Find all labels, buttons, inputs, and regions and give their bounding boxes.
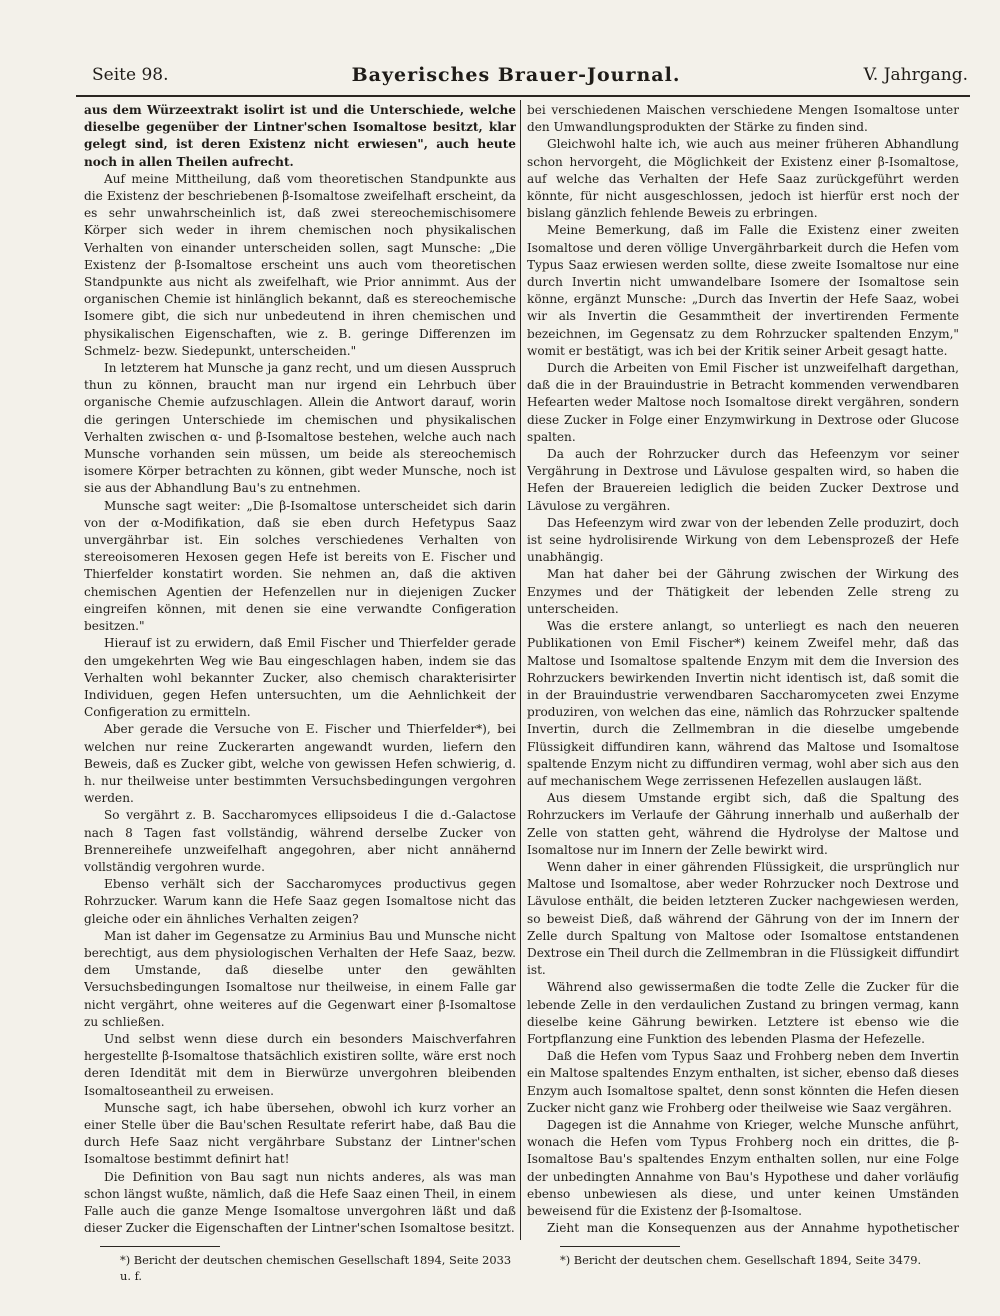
paragraph: Gleichwohl halte ich, wie auch aus meiner früheren Abhandlung schon hervorgeht, die Möglichkeit der Existenz einer β-Isomaltose, auf welche das Verhalten der Hefe Saaz zurückgeführt werden könnte, für nicht ausgeschlossen, jedoch ist hierfür erst noch der bislang gänzlich fehlende Beweis zu erbringen. <box>527 137 959 221</box>
volume-label: V. Jahrgang. <box>863 65 968 85</box>
paragraph: Man hat daher bei der Gährung zwischen der Wirkung des Enzymes und der Thätigkeit der lebenden Zelle streng zu unterscheiden. <box>527 567 959 616</box>
paragraph: Zieht man die Konsequenzen aus der Annahme hypothetischer <box>547 1221 959 1236</box>
footnote-rule <box>560 1246 680 1247</box>
paragraph: Hierauf ist zu erwidern, daß Emil Fischer und Thierfelder gerade den umgekehrten Weg wie Bau eingeschlagen haben, indem sie das Verhalten wohl bekannter Zucker, also chemisch charakterisirter Individuen, gegen Hefen untersuchten, um die Aehnlichkeit der Configeration zu ermitteln. <box>84 636 516 720</box>
left-column <box>84 102 516 1240</box>
paragraph: So vergährt z. B. Saccharomyces ellipsoideus I die d.-Galactose nach 8 Tagen fast vollständig, während derselbe Zucker von Brennereihefe unzweifelhaft angegohren, aber nicht annähernd vollständig vergohren wurde. <box>84 808 516 874</box>
paragraph: Dagegen ist die Annahme von Krieger, welche Munsche anführt, wonach die Hefen vom Typus Frohberg noch ein drittes, die β-Isomaltose Bau's spaltendes Enzym enthalten sollen, nur eine Folge der unbedingten Annahme von Bau's Hypothese und daher vorläufig ebenso unbewiesen als diese, und unter keinen Umständen beweisend für die Existenz der β-Isomaltose. <box>527 1117 959 1218</box>
journal-title: Bayerisches Brauer-Journal. <box>351 64 681 86</box>
paragraph: Aus diesem Umstande ergibt sich, daß die Spaltung des Rohrzuckers im Verlaufe der Gährung innerhalb und außerhalb der Zelle von statten geht, während die Hydrolyse der Maltose und Isomaltose nur im Innern der Zelle bewirkt wird. <box>527 791 959 857</box>
paragraph: Während also gewissermaßen die todte Zelle die Zucker für die lebende Zelle in den verdaulichen Zustand zu bringen vermag, kann dieselbe keine Gährung bewirken. Letztere ist ebenso wie die Fortpflanzung eine Funktion des lebenden Plasma der Hefezelle. <box>527 980 959 1046</box>
paragraph: Auf meine Mittheilung, daß vom theoretischen Standpunkte aus die Existenz der beschriebenen β-Isomaltose zweifelhaft erscheint, da es sehr unwahrscheinlich ist, daß zwei stereochemischisomere Körper sich weder in ihrem chemischen noch physikalischen Verhalten von einander unterscheiden sollen, sagt Munsche: „Die Existenz der β-Isomaltose erscheint uns auch vom theoretischen Standpunkte aus nicht als zweifelhaft, wie Prior annimmt. Aus der organischen Chemie ist hinlänglich bekannt, daß es stereochemische Isomere gibt, die sich nur unbedeutend in ihren chemischen und physikalischen Eigenschaften, wie z. B. geringe Differenzen im Schmelz- bezw. Siedepunkt, unterscheiden." <box>84 171 516 358</box>
paragraph: Da auch der Rohrzucker durch das Hefeenzym vor seiner Vergährung in Dextrose und Lävulose gespalten wird, so haben die Hefen der Brauereien lediglich die beiden Zucker Dextrose und Lävulose zu vergähren. <box>527 447 959 513</box>
paragraph: Die Definition von Bau sagt nun nichts anderes, als was man schon längst wußte, nämlich, daß die Hefe Saaz einen Theil, in einem Falle auch die ganze Menge Isomaltose unvergohren läßt und daß dieser Zucker die Eigenschaften der Lintner'schen Isomaltose besitzt. <box>84 1169 516 1236</box>
footnote-right: *) Bericht der deutschen chem. Gesellschaft 1894, Seite 3479. <box>560 1253 922 1267</box>
paragraph: aus dem Würzeextrakt isolirt ist und die Unterschiede, welche dieselbe gegenüber der Lintner'schen Isomaltose besitzt, klar gelegt sind, ist deren Existenz nicht erwiesen", auch heute noch in allen Theilen aufrecht. <box>84 103 516 169</box>
footnote-rule <box>100 1246 220 1247</box>
paragraph: Man ist daher im Gegensatze zu Arminius Bau und Munsche nicht berechtigt, aus dem physiologischen Verhalten der Hefe Saaz, bezw. dem Umstande, daß dieselbe unter den gewählten Versuchsbedingungen Isomaltose nur theilweise, in einem Falle gar nicht vergährt, ohne weiteres auf die Gegenwart einer β-Isomaltose zu schließen. <box>84 928 516 1029</box>
right-column <box>527 102 959 1240</box>
page-header <box>92 58 968 92</box>
paragraph: Das Hefeenzym wird zwar von der lebenden Zelle produzirt, doch ist seine hydrolisirende Wirkung von dem Lebensprozeß der Hefe unabhängig. <box>527 515 959 565</box>
header-rule <box>76 95 970 97</box>
paragraph <box>84 1237 516 1240</box>
paragraph: bei verschiedenen Maischen verschiedene Mengen Isomaltose unter den Umwandlungsprodukten der Stärke zu finden sind. <box>527 103 959 135</box>
paragraph: Daß die Hefen vom Typus Saaz und Frohberg neben dem Invertin ein Maltose spaltendes Enzym enthalten, ist sicher, ebenso daß dieses Enzym auch Isomaltose spaltet, denn sonst könnten die Hefen diesen Zucker nicht ganz wie Frohberg oder theilweise wie Saaz vergähren. <box>527 1049 959 1115</box>
paragraph: Durch die Arbeiten von Emil Fischer ist unzweifelhaft dargethan, daß die in der Brauindustrie in Betracht kommenden verwendbaren Hefearten weder Maltose noch Isomaltose direkt vergähren, sondern diese Zucker in Folge einer Enzymwirkung in Dextrose oder Glucose spalten. <box>527 361 959 444</box>
footnote-left: *) Bericht der deutschen chemischen Gesellschaft 1894, Seite 2033 u. f. <box>120 1253 512 1283</box>
paragraph: Was die erstere anlangt, so unterliegt es nach den neueren Publikationen von Emil Fischer*) keinem Zweifel mehr, daß das Maltose und Isomaltose spaltende Enzym mit dem die Inversion des Rohrzuckers bewirkenden Invertin nicht identisch ist, daß somit die in der Brauindustrie verwendbaren Saccharomyceten zwei Enzyme produziren, von welchen das eine, nämlich das Rohrzucker spaltende Invertin, durch die Zellmembran in die dieselbe umgebende Flüssigkeit diffundiren kann, während das Maltose und Isomaltose spaltende Enzym nicht zu diffundiren vermag, wohl aber sich aus den auf mechanischem Wege zerrissenen Hefezellen auslaugen läßt. <box>527 619 959 788</box>
paragraph: Aber gerade die Versuche von E. Fischer und Thierfelder*), bei welchen nur reine Zuckerarten angewandt wurden, liefern den Beweis, daß es Zucker gibt, welche von gewissen Hefen schwierig, d. h. nur theilweise unter bestimmten Versuchsbedingungen vergohren werden. <box>84 722 516 806</box>
paragraph: Ebenso verhält sich der Saccharomyces productivus gegen Rohrzucker. Warum kann die Hefe Saaz gegen Isomaltose nicht das gleiche oder ein ähnliches Verhalten zeigen? <box>84 877 516 926</box>
paragraph: In letzterem hat Munsche ja ganz recht, und um diesen Ausspruch thun zu können, braucht man nur irgend ein Lehrbuch über organische Chemie aufzuschlagen. Allein die Antwort darauf, worin die geringen Unterschiede im chemischen und physikalischen Verhalten zwischen α- und β-Isomaltose bestehen, welche auch nach Munsche vorhanden sein müssen, um beide als stereochemisch isomere Körper betrachten zu können, gibt weder Munsche, noch ist sie aus der Abhandlung Bau's zu entnehmen. <box>84 361 516 496</box>
paragraph: Munsche sagt weiter: „Die β-Isomaltose unterscheidet sich darin von der α-Modifikation, daß sie eben durch Hefetypus Saaz unvergährbar ist. Ein solches verschiedenes Verhalten von stereoisomeren Hexosen gegen Hefe ist bereits von E. Fischer und Thierfelder konstatirt worden. Sie nehmen an, daß die aktiven chemischen Agentien der Hefenzellen nur in diejenigen Zucker eingreifen können, mit denen sie eine verwandte Configeration besitzen." <box>84 498 516 634</box>
column-divider <box>520 100 521 1240</box>
paragraph: Meine Bemerkung, daß im Falle die Existenz einer zweiten Isomaltose und deren völlige Unvergährbarkeit durch die Hefen vom Typus Saaz erwiesen werden sollte, diese zweite Isomaltose nur eine durch Invertin nicht umwandelbare Isomere der Isomaltose sein könne, ergänzt Munsche: „Durch das Invertin der Hefe Saaz, wobei wir als Invertin die Gesammtheit der invertirenden Fermente bezeichnen, im Gegensatz zu dem Rohrzucker spaltenden Enzym," womit er bestätigt, was ich bei der Kritik seiner Arbeit gesagt hatte. <box>527 223 959 358</box>
paragraph: Munsche sagt, ich habe übersehen, obwohl ich kurz vorher an einer Stelle über die Bau'schen Resultate referirt habe, daß Bau die durch Hefe Saaz nicht vergährbare Substanz der Lintner'schen Isomaltose bestimmt definirt hat! <box>84 1100 516 1167</box>
page-number: Seite 98. <box>92 65 169 85</box>
paragraph: Und selbst wenn diese durch ein besonders Maischverfahren hergestellte β-Isomaltose thatsächlich existiren sollte, wäre erst noch deren Idendität mit dem in Bierwürze unvergohren bleibenden Isomaltoseantheil zu erweisen. <box>84 1031 516 1098</box>
paragraph: Wenn daher in einer gährenden Flüssigkeit, die ursprünglich nur Maltose und Isomaltose, aber weder Rohrzucker noch Dextrose und Lävulose enthält, die beiden letzteren Zucker nachgewiesen werden, so beweist Dieß, daß während der Gährung von der im Innern der Zelle durch Spaltung von Maltose oder Isomaltose entstandenen Dextrose ein Theil durch die Zellmembran in die Flüssigkeit diffundirt ist. <box>527 859 959 978</box>
